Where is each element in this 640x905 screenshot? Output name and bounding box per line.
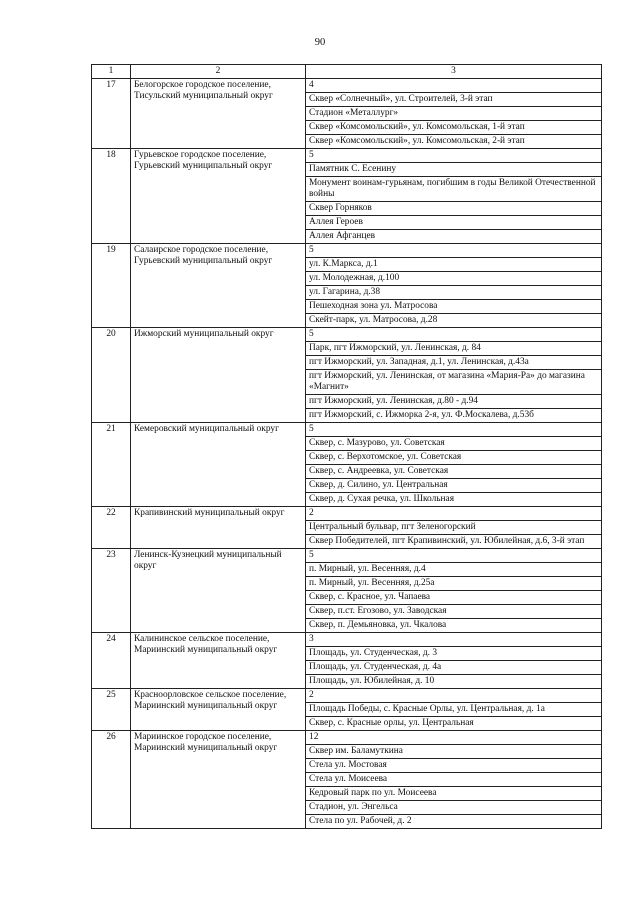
row-number: 17	[92, 79, 131, 149]
object-cell: Памятник С. Есенину	[306, 163, 602, 177]
object-cell: Стадион «Металлург»	[306, 107, 602, 121]
header-col-1: 1	[92, 65, 131, 79]
row-number: 20	[92, 328, 131, 423]
object-cell: Сквер Победителей, пгт Крапивинский, ул. Юбилейная, д.6, 3-й этап	[306, 535, 602, 549]
header-col-2: 2	[131, 65, 306, 79]
object-cell: Пешеходная зона ул. Матросова	[306, 300, 602, 314]
row-number: 23	[92, 549, 131, 633]
object-cell: Стадион, ул. Энгельса	[306, 801, 602, 815]
object-count-cell: 2	[306, 689, 602, 703]
table-row	[92, 79, 602, 93]
row-number: 22	[92, 507, 131, 549]
table-row	[92, 149, 602, 163]
table-row	[92, 244, 602, 258]
row-number: 26	[92, 731, 131, 829]
row-number: 19	[92, 244, 131, 328]
object-cell: Сквер им. Баламуткина	[306, 745, 602, 759]
object-cell: Сквер «Комсомольский», ул. Комсомольская, 2-й этап	[306, 135, 602, 149]
row-number: 21	[92, 423, 131, 507]
object-cell: Аллея Афганцев	[306, 230, 602, 244]
object-cell: п. Мирный, ул. Весенняя, д.25а	[306, 577, 602, 591]
object-cell: ул. Гагарина, д.38	[306, 286, 602, 300]
object-cell: ул. Молодежная, д.100	[306, 272, 602, 286]
object-cell: пгт Ижморский, ул. Ленинская, д.80 - д.94	[306, 395, 602, 409]
table-row	[92, 507, 602, 521]
objects-table	[91, 64, 602, 829]
object-cell: Сквер, п.ст. Егозово, ул. Заводская	[306, 605, 602, 619]
object-cell: Стела ул. Моисеева	[306, 773, 602, 787]
object-count-cell: 12	[306, 731, 602, 745]
district-cell: Мариинское городское поселение, Мариинский муниципальный округ	[131, 731, 306, 829]
object-cell: Сквер, с. Верхотомское, ул. Советская	[306, 451, 602, 465]
district-cell: Белогорское городское поселение, Тисульский муниципальный округ	[131, 79, 306, 149]
object-cell: пгт Ижморский, ул. Ленинская, от магазина «Мария-Ра» до магазина «Магнит»	[306, 370, 602, 395]
object-count-cell: 5	[306, 244, 602, 258]
object-cell: ул. К.Маркса, д.1	[306, 258, 602, 272]
object-cell: Сквер, п. Демьяновка, ул. Чкалова	[306, 619, 602, 633]
row-number: 25	[92, 689, 131, 731]
object-cell: Стела ул. Мостовая	[306, 759, 602, 773]
page-number: 90	[314, 37, 326, 48]
table-row	[92, 689, 602, 703]
table-row	[92, 731, 602, 745]
object-cell: Сквер, с. Мазурово, ул. Советская	[306, 437, 602, 451]
object-cell: Парк, пгт Ижморский, ул. Ленинская, д. 84	[306, 342, 602, 356]
object-cell: Кедровый парк по ул. Моисеева	[306, 787, 602, 801]
object-cell: Площадь, ул. Юбилейная, д. 10	[306, 675, 602, 689]
object-count-cell: 5	[306, 328, 602, 342]
district-cell: Красноорловское сельское поселение, Мариинский муниципальный округ	[131, 689, 306, 731]
district-cell: Калининское сельское поселение, Мариинский муниципальный округ	[131, 633, 306, 689]
object-count-cell: 5	[306, 149, 602, 163]
header-col-3: 3	[306, 65, 602, 79]
object-cell: Сквер «Комсомольский», ул. Комсомольская, 1-й этап	[306, 121, 602, 135]
object-cell: Сквер, д. Силино, ул. Центральная	[306, 479, 602, 493]
object-cell: Сквер, д. Сухая речка, ул. Школьная	[306, 493, 602, 507]
district-cell: Ижморский муниципальный округ	[131, 328, 306, 423]
object-count-cell: 5	[306, 549, 602, 563]
object-count-cell: 5	[306, 423, 602, 437]
object-cell: Сквер «Солнечный», ул. Строителей, 3-й этап	[306, 93, 602, 107]
district-cell: Салаирское городское поселение, Гурьевский муниципальный округ	[131, 244, 306, 328]
object-cell: Аллея Героев	[306, 216, 602, 230]
object-cell: Сквер Горняков	[306, 202, 602, 216]
object-cell: Площадь, ул. Студенческая, д. 4а	[306, 661, 602, 675]
object-count-cell: 3	[306, 633, 602, 647]
row-number: 18	[92, 149, 131, 244]
object-cell: Сквер, с. Красные орлы, ул. Центральная	[306, 717, 602, 731]
object-cell: Монумент воинам-гурьянам, погибшим в годы Великой Отечественной войны	[306, 177, 602, 202]
object-count-cell: 2	[306, 507, 602, 521]
table-row	[92, 423, 602, 437]
table-row	[92, 328, 602, 342]
object-cell: п. Мирный, ул. Весенняя, д.4	[306, 563, 602, 577]
object-cell: пгт Ижморский, ул. Западная, д.1, ул. Ленинская, д.43а	[306, 356, 602, 370]
table-row	[92, 549, 602, 563]
district-cell: Гурьевское городское поселение, Гурьевский муниципальный округ	[131, 149, 306, 244]
object-cell: Центральный бульвар, пгт Зеленогорский	[306, 521, 602, 535]
table-row	[92, 633, 602, 647]
district-cell: Кемеровский муниципальный округ	[131, 423, 306, 507]
object-cell: Скейт-парк, ул. Матросова, д.28	[306, 314, 602, 328]
object-cell: Площадь Победы, с. Красные Орлы, ул. Центральная, д. 1а	[306, 703, 602, 717]
object-cell: Сквер, с. Андреевка, ул. Советская	[306, 465, 602, 479]
object-cell: Сквер, с. Красное, ул. Чапаева	[306, 591, 602, 605]
table-header-row	[92, 65, 602, 79]
object-count-cell: 4	[306, 79, 602, 93]
object-cell: Площадь, ул. Студенческая, д. 3	[306, 647, 602, 661]
object-cell: Стела по ул. Рабочей, д. 2	[306, 815, 602, 829]
district-cell: Крапивинский муниципальный округ	[131, 507, 306, 549]
object-cell: пгт Ижморский, с. Ижморка 2-я, ул. Ф.Москалева, д.53б	[306, 409, 602, 423]
row-number: 24	[92, 633, 131, 689]
district-cell: Ленинск-Кузнецкий муниципальный округ	[131, 549, 306, 633]
